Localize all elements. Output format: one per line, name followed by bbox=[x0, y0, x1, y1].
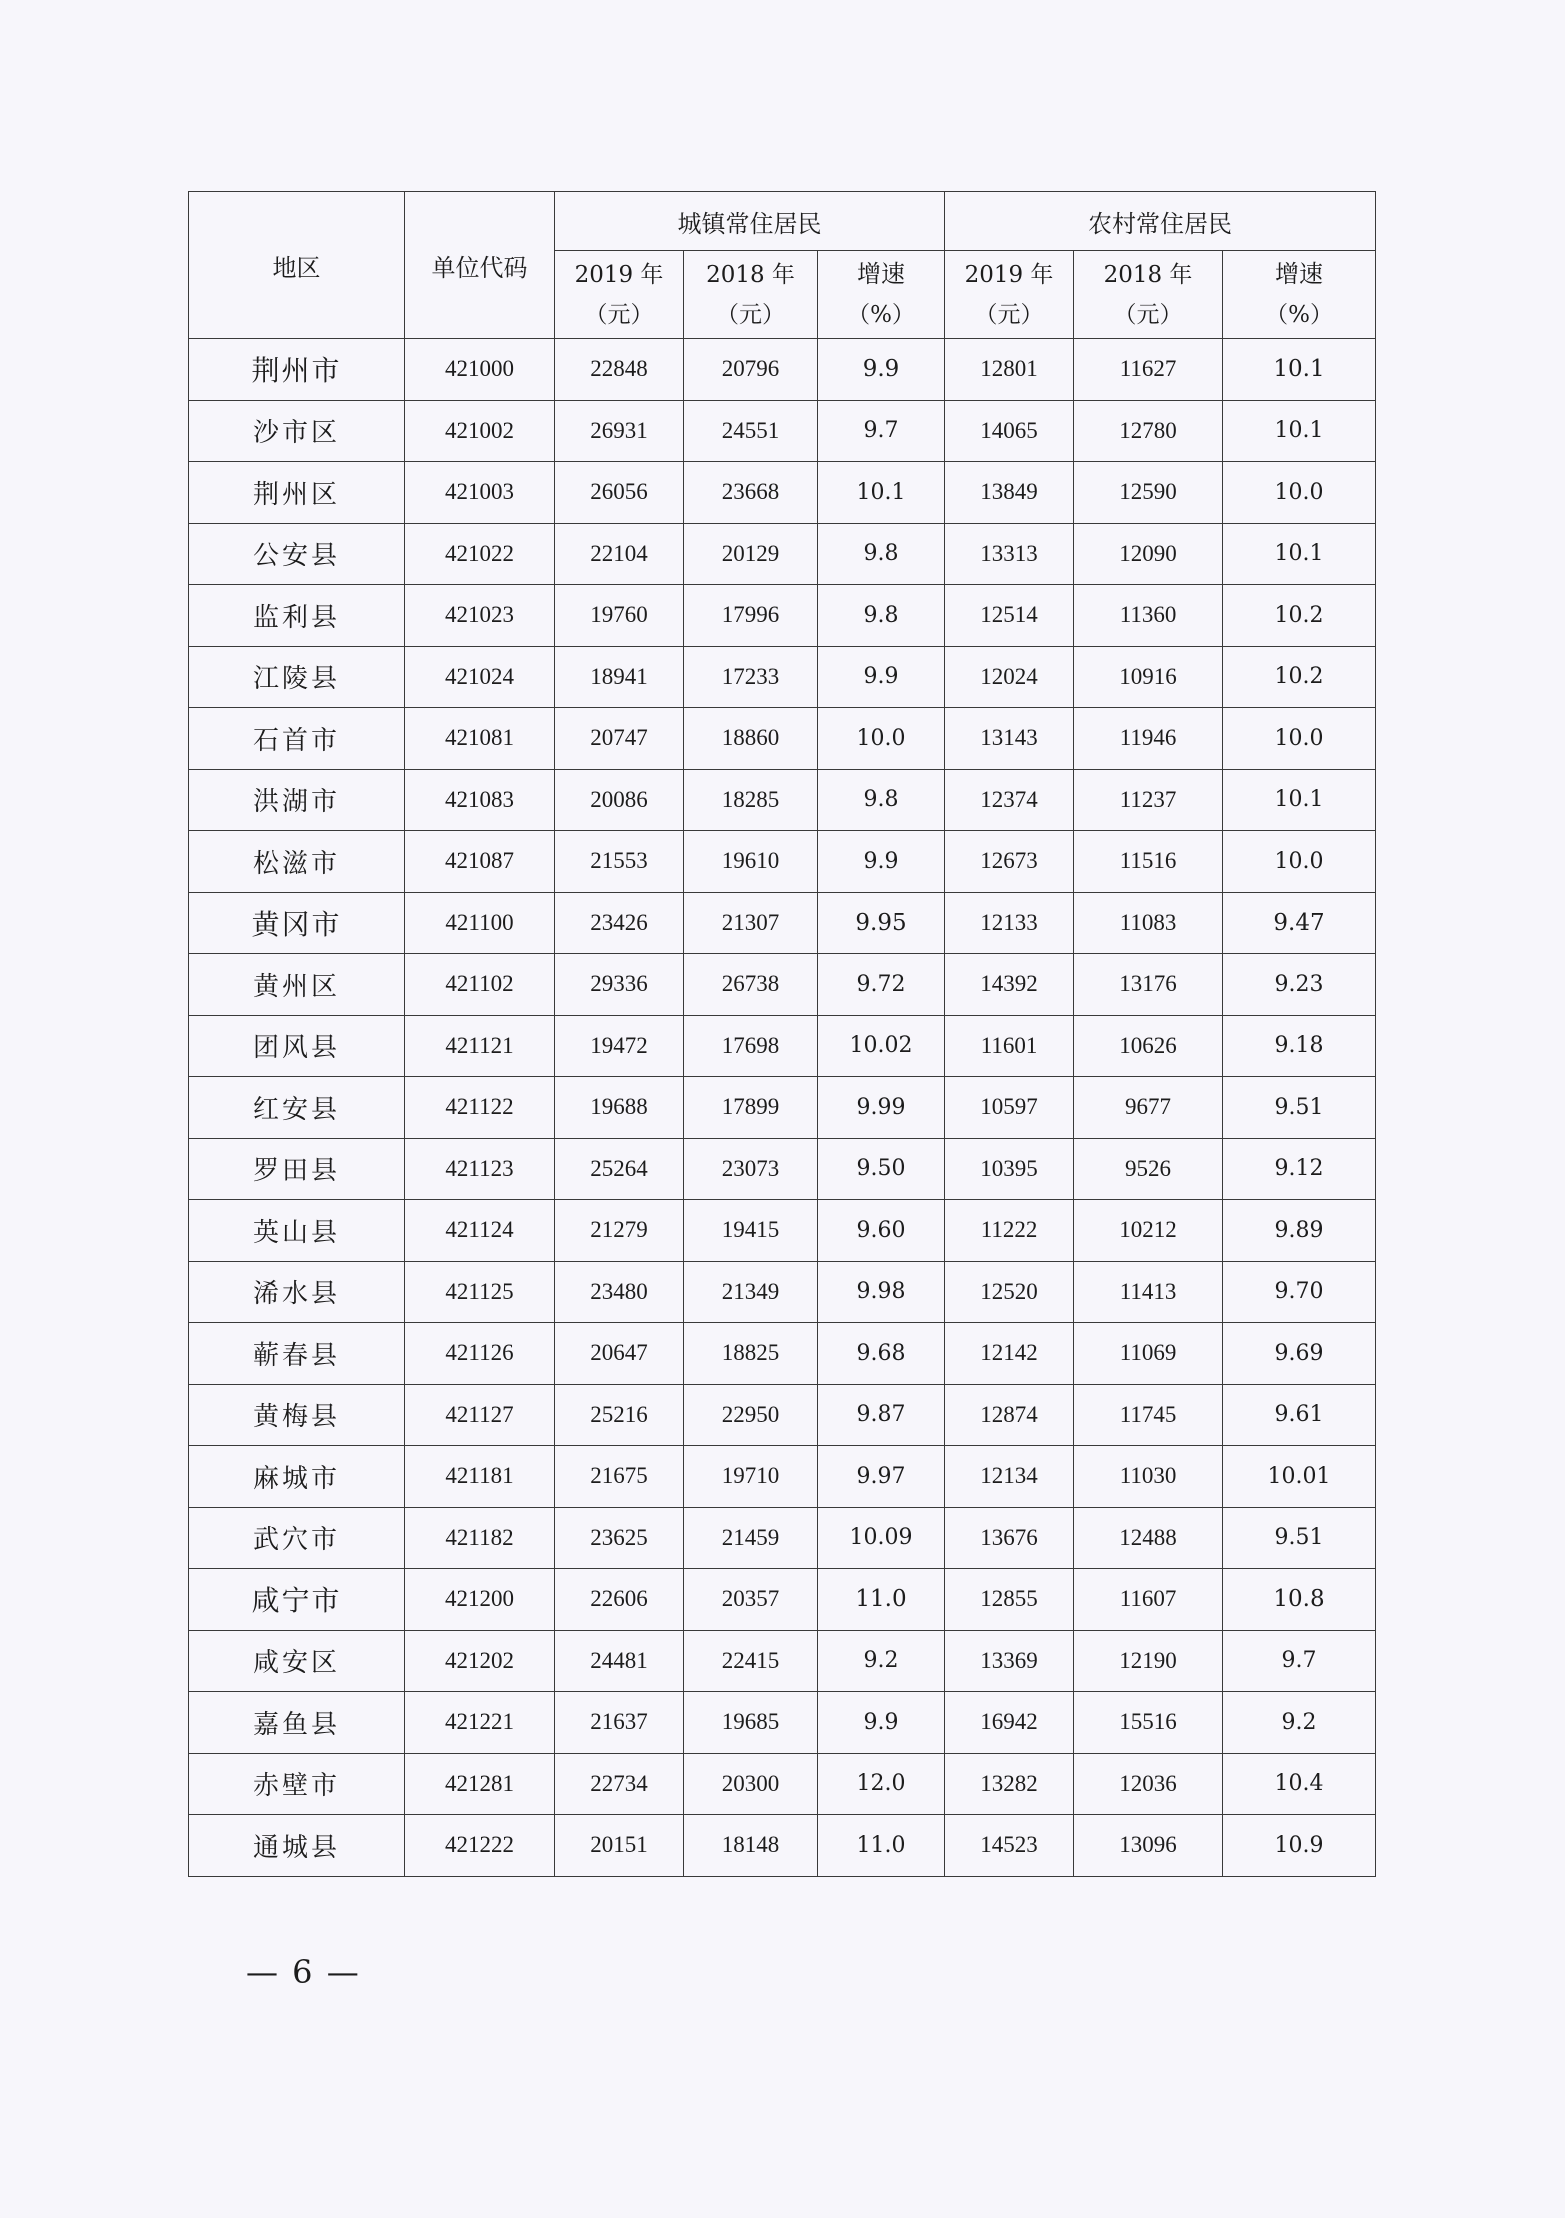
code-cell: 421003 bbox=[405, 462, 555, 524]
rural-growth-cell: 10.8 bbox=[1223, 1569, 1376, 1631]
rural-growth-cell: 9.89 bbox=[1223, 1200, 1376, 1262]
rural-growth-cell: 10.1 bbox=[1223, 523, 1376, 585]
region-cell: 荆州市 bbox=[189, 339, 405, 401]
region-cell: 嘉鱼县 bbox=[189, 1692, 405, 1754]
urban-2018-cell: 18825 bbox=[684, 1323, 818, 1385]
region-cell: 公安县 bbox=[189, 523, 405, 585]
urban-2019-cell: 21637 bbox=[555, 1692, 684, 1754]
urban-2019-cell: 20086 bbox=[555, 769, 684, 831]
urban-2018-cell: 19610 bbox=[684, 831, 818, 893]
county-row bbox=[189, 1138, 1376, 1200]
rural-2019-cell: 12520 bbox=[945, 1261, 1074, 1323]
rural-2019-cell: 12024 bbox=[945, 646, 1074, 708]
rural-2019-cell: 12874 bbox=[945, 1384, 1074, 1446]
rural-2018-cell: 13176 bbox=[1074, 954, 1223, 1016]
rural-2018-cell: 12190 bbox=[1074, 1630, 1223, 1692]
urban-2018-cell: 20129 bbox=[684, 523, 818, 585]
rural-growth-cell: 9.7 bbox=[1223, 1630, 1376, 1692]
region-cell: 蕲春县 bbox=[189, 1323, 405, 1385]
urban-2018-cell: 21349 bbox=[684, 1261, 818, 1323]
rural-growth-cell: 9.18 bbox=[1223, 1015, 1376, 1077]
urban-2018-cell: 21459 bbox=[684, 1507, 818, 1569]
urban-2018-cell: 22950 bbox=[684, 1384, 818, 1446]
urban-growth-cell: 11.0 bbox=[818, 1569, 945, 1631]
code-cell: 421124 bbox=[405, 1200, 555, 1262]
urban-2019-cell: 22104 bbox=[555, 523, 684, 585]
header-rural-growth bbox=[1223, 251, 1376, 339]
code-cell: 421022 bbox=[405, 523, 555, 585]
urban-growth-cell: 9.9 bbox=[818, 339, 945, 401]
urban-2019-cell: 22606 bbox=[555, 1569, 684, 1631]
rural-2019-cell: 12134 bbox=[945, 1446, 1074, 1508]
rural-growth-cell: 10.0 bbox=[1223, 462, 1376, 524]
region-cell: 通城县 bbox=[189, 1815, 405, 1877]
county-row bbox=[189, 1261, 1376, 1323]
rural-growth-cell: 10.9 bbox=[1223, 1815, 1376, 1877]
region-cell: 沙市区 bbox=[189, 400, 405, 462]
urban-growth-cell: 9.72 bbox=[818, 954, 945, 1016]
region-cell: 武穴市 bbox=[189, 1507, 405, 1569]
rural-2019-cell: 11601 bbox=[945, 1015, 1074, 1077]
urban-2019-cell: 24481 bbox=[555, 1630, 684, 1692]
rural-growth-cell: 9.2 bbox=[1223, 1692, 1376, 1754]
urban-growth-cell: 9.99 bbox=[818, 1077, 945, 1139]
urban-growth-cell: 9.87 bbox=[818, 1384, 945, 1446]
region-cell: 麻城市 bbox=[189, 1446, 405, 1508]
urban-2018-cell: 19415 bbox=[684, 1200, 818, 1262]
urban-2018-cell: 18148 bbox=[684, 1815, 818, 1877]
rural-2018-cell: 11627 bbox=[1074, 339, 1223, 401]
rural-growth-cell: 9.47 bbox=[1223, 892, 1376, 954]
region-cell: 罗田县 bbox=[189, 1138, 405, 1200]
code-cell: 421087 bbox=[405, 831, 555, 893]
urban-2019-cell: 26931 bbox=[555, 400, 684, 462]
county-row bbox=[189, 400, 1376, 462]
urban-2019-cell: 26056 bbox=[555, 462, 684, 524]
county-row bbox=[189, 1015, 1376, 1077]
urban-growth-cell: 11.0 bbox=[818, 1815, 945, 1877]
header-year: 2018 年 bbox=[1103, 261, 1193, 288]
urban-2018-cell: 24551 bbox=[684, 400, 818, 462]
header-unit: （元） bbox=[974, 301, 1044, 328]
urban-growth-cell: 9.9 bbox=[818, 1692, 945, 1754]
region-cell: 荆州区 bbox=[189, 462, 405, 524]
urban-2019-cell: 20747 bbox=[555, 708, 684, 770]
rural-growth-cell: 9.70 bbox=[1223, 1261, 1376, 1323]
header-unit: （元） bbox=[584, 301, 654, 328]
urban-2018-cell: 23073 bbox=[684, 1138, 818, 1200]
urban-2018-cell: 20357 bbox=[684, 1569, 818, 1631]
region-cell: 红安县 bbox=[189, 1077, 405, 1139]
urban-2019-cell: 21675 bbox=[555, 1446, 684, 1508]
urban-2019-cell: 22734 bbox=[555, 1753, 684, 1815]
code-cell: 421121 bbox=[405, 1015, 555, 1077]
code-cell: 421127 bbox=[405, 1384, 555, 1446]
region-cell: 英山县 bbox=[189, 1200, 405, 1262]
city-row bbox=[189, 1569, 1376, 1631]
urban-2018-cell: 26738 bbox=[684, 954, 818, 1016]
rural-growth-cell: 10.0 bbox=[1223, 708, 1376, 770]
rural-growth-cell: 10.01 bbox=[1223, 1446, 1376, 1508]
urban-growth-cell: 10.09 bbox=[818, 1507, 945, 1569]
rural-growth-cell: 10.1 bbox=[1223, 339, 1376, 401]
code-cell: 421181 bbox=[405, 1446, 555, 1508]
rural-growth-cell: 10.0 bbox=[1223, 831, 1376, 893]
county-row bbox=[189, 1815, 1376, 1877]
urban-2019-cell: 21553 bbox=[555, 831, 684, 893]
region-cell: 监利县 bbox=[189, 585, 405, 647]
urban-growth-cell: 12.0 bbox=[818, 1753, 945, 1815]
header-year: 2018 年 bbox=[706, 261, 795, 288]
rural-2018-cell: 13096 bbox=[1074, 1815, 1223, 1877]
county-row bbox=[189, 523, 1376, 585]
urban-2018-cell: 20796 bbox=[684, 339, 818, 401]
urban-2019-cell: 19688 bbox=[555, 1077, 684, 1139]
rural-growth-cell: 9.69 bbox=[1223, 1323, 1376, 1385]
rural-growth-cell: 9.12 bbox=[1223, 1138, 1376, 1200]
urban-growth-cell: 9.9 bbox=[818, 646, 945, 708]
county-row bbox=[189, 462, 1376, 524]
code-cell: 421083 bbox=[405, 769, 555, 831]
code-cell: 421000 bbox=[405, 339, 555, 401]
county-row bbox=[189, 1507, 1376, 1569]
code-cell: 421200 bbox=[405, 1569, 555, 1631]
urban-2018-cell: 19685 bbox=[684, 1692, 818, 1754]
urban-growth-cell: 9.7 bbox=[818, 400, 945, 462]
rural-2019-cell: 10395 bbox=[945, 1138, 1074, 1200]
region-cell: 浠水县 bbox=[189, 1261, 405, 1323]
rural-2019-cell: 16942 bbox=[945, 1692, 1074, 1754]
rural-2018-cell: 12590 bbox=[1074, 462, 1223, 524]
rural-2018-cell: 10212 bbox=[1074, 1200, 1223, 1262]
header-rural-2019 bbox=[945, 251, 1074, 339]
city-row bbox=[189, 892, 1376, 954]
urban-growth-cell: 9.68 bbox=[818, 1323, 945, 1385]
code-cell: 421081 bbox=[405, 708, 555, 770]
code-cell: 421281 bbox=[405, 1753, 555, 1815]
county-row bbox=[189, 1323, 1376, 1385]
rural-2019-cell: 12855 bbox=[945, 1569, 1074, 1631]
income-table bbox=[188, 191, 1376, 1877]
header-code: 单位代码 bbox=[405, 192, 555, 339]
region-cell: 黄冈市 bbox=[189, 892, 405, 954]
rural-2018-cell: 11360 bbox=[1074, 585, 1223, 647]
rural-2019-cell: 14523 bbox=[945, 1815, 1074, 1877]
rural-2018-cell: 12488 bbox=[1074, 1507, 1223, 1569]
urban-growth-cell: 10.0 bbox=[818, 708, 945, 770]
county-row bbox=[189, 585, 1376, 647]
county-row bbox=[189, 1077, 1376, 1139]
rural-2018-cell: 9526 bbox=[1074, 1138, 1223, 1200]
rural-2019-cell: 13369 bbox=[945, 1630, 1074, 1692]
urban-growth-cell: 9.98 bbox=[818, 1261, 945, 1323]
rural-growth-cell: 9.51 bbox=[1223, 1507, 1376, 1569]
rural-2018-cell: 11069 bbox=[1074, 1323, 1223, 1385]
rural-2018-cell: 11516 bbox=[1074, 831, 1223, 893]
urban-2019-cell: 19472 bbox=[555, 1015, 684, 1077]
urban-2018-cell: 23668 bbox=[684, 462, 818, 524]
urban-2018-cell: 17996 bbox=[684, 585, 818, 647]
table-body bbox=[189, 339, 1376, 1877]
rural-2019-cell: 14065 bbox=[945, 400, 1074, 462]
county-row bbox=[189, 1630, 1376, 1692]
header-unit: （元） bbox=[716, 301, 785, 328]
rural-2019-cell: 12514 bbox=[945, 585, 1074, 647]
county-row bbox=[189, 954, 1376, 1016]
urban-growth-cell: 9.8 bbox=[818, 769, 945, 831]
rural-2019-cell: 12133 bbox=[945, 892, 1074, 954]
urban-2019-cell: 20151 bbox=[555, 1815, 684, 1877]
code-cell: 421221 bbox=[405, 1692, 555, 1754]
urban-growth-cell: 9.60 bbox=[818, 1200, 945, 1262]
county-row bbox=[189, 646, 1376, 708]
rural-2018-cell: 11030 bbox=[1074, 1446, 1223, 1508]
code-cell: 421100 bbox=[405, 892, 555, 954]
rural-2018-cell: 10626 bbox=[1074, 1015, 1223, 1077]
header-year: 2019 年 bbox=[574, 261, 664, 288]
urban-growth-cell: 10.1 bbox=[818, 462, 945, 524]
rural-2019-cell: 13282 bbox=[945, 1753, 1074, 1815]
rural-2018-cell: 9677 bbox=[1074, 1077, 1223, 1139]
urban-2019-cell: 20647 bbox=[555, 1323, 684, 1385]
urban-2018-cell: 17698 bbox=[684, 1015, 818, 1077]
code-cell: 421122 bbox=[405, 1077, 555, 1139]
rural-growth-cell: 9.61 bbox=[1223, 1384, 1376, 1446]
urban-growth-cell: 9.2 bbox=[818, 1630, 945, 1692]
region-cell: 团风县 bbox=[189, 1015, 405, 1077]
code-cell: 421125 bbox=[405, 1261, 555, 1323]
urban-growth-cell: 9.8 bbox=[818, 585, 945, 647]
rural-2019-cell: 13849 bbox=[945, 462, 1074, 524]
city-row bbox=[189, 339, 1376, 401]
county-row bbox=[189, 1446, 1376, 1508]
rural-2018-cell: 15516 bbox=[1074, 1692, 1223, 1754]
rural-2018-cell: 11745 bbox=[1074, 1384, 1223, 1446]
header-urban: 城镇常住居民 bbox=[555, 192, 945, 251]
urban-2018-cell: 22415 bbox=[684, 1630, 818, 1692]
urban-2018-cell: 18860 bbox=[684, 708, 818, 770]
rural-2019-cell: 14392 bbox=[945, 954, 1074, 1016]
urban-2019-cell: 25216 bbox=[555, 1384, 684, 1446]
region-cell: 咸安区 bbox=[189, 1630, 405, 1692]
header-year: 2019 年 bbox=[964, 261, 1054, 288]
rural-2018-cell: 11413 bbox=[1074, 1261, 1223, 1323]
rural-growth-cell: 10.2 bbox=[1223, 646, 1376, 708]
rural-2019-cell: 13143 bbox=[945, 708, 1074, 770]
rural-growth-cell: 10.1 bbox=[1223, 769, 1376, 831]
rural-2019-cell: 13676 bbox=[945, 1507, 1074, 1569]
rural-growth-cell: 10.1 bbox=[1223, 400, 1376, 462]
county-row bbox=[189, 769, 1376, 831]
urban-2018-cell: 17233 bbox=[684, 646, 818, 708]
urban-2019-cell: 29336 bbox=[555, 954, 684, 1016]
rural-growth-cell: 9.51 bbox=[1223, 1077, 1376, 1139]
header-unit: （%） bbox=[847, 302, 915, 328]
urban-2018-cell: 20300 bbox=[684, 1753, 818, 1815]
rural-2018-cell: 10916 bbox=[1074, 646, 1223, 708]
urban-growth-cell: 9.8 bbox=[818, 523, 945, 585]
region-cell: 咸宁市 bbox=[189, 1569, 405, 1631]
region-cell: 洪湖市 bbox=[189, 769, 405, 831]
urban-growth-cell: 9.97 bbox=[818, 1446, 945, 1508]
urban-2019-cell: 18941 bbox=[555, 646, 684, 708]
urban-2019-cell: 19760 bbox=[555, 585, 684, 647]
header-urban-growth bbox=[818, 251, 945, 339]
urban-2019-cell: 25264 bbox=[555, 1138, 684, 1200]
county-row bbox=[189, 831, 1376, 893]
header-unit: （%） bbox=[1265, 302, 1333, 328]
rural-2018-cell: 12036 bbox=[1074, 1753, 1223, 1815]
county-row bbox=[189, 1200, 1376, 1262]
code-cell: 421182 bbox=[405, 1507, 555, 1569]
code-cell: 421123 bbox=[405, 1138, 555, 1200]
urban-2018-cell: 21307 bbox=[684, 892, 818, 954]
urban-2019-cell: 23625 bbox=[555, 1507, 684, 1569]
code-cell: 421222 bbox=[405, 1815, 555, 1877]
rural-2019-cell: 13313 bbox=[945, 523, 1074, 585]
header-rural: 农村常住居民 bbox=[945, 192, 1376, 251]
header-growth: 增速 bbox=[857, 260, 905, 288]
code-cell: 421002 bbox=[405, 400, 555, 462]
urban-2019-cell: 23480 bbox=[555, 1261, 684, 1323]
county-row bbox=[189, 708, 1376, 770]
code-cell: 421102 bbox=[405, 954, 555, 1016]
rural-growth-cell: 10.4 bbox=[1223, 1753, 1376, 1815]
header-growth: 增速 bbox=[1275, 260, 1324, 288]
region-cell: 黄梅县 bbox=[189, 1384, 405, 1446]
rural-2019-cell: 12801 bbox=[945, 339, 1074, 401]
region-cell: 松滋市 bbox=[189, 831, 405, 893]
region-cell: 赤壁市 bbox=[189, 1753, 405, 1815]
county-row bbox=[189, 1384, 1376, 1446]
rural-2018-cell: 11607 bbox=[1074, 1569, 1223, 1631]
urban-growth-cell: 10.02 bbox=[818, 1015, 945, 1077]
rural-2019-cell: 12142 bbox=[945, 1323, 1074, 1385]
code-cell: 421126 bbox=[405, 1323, 555, 1385]
rural-growth-cell: 10.2 bbox=[1223, 585, 1376, 647]
urban-growth-cell: 9.95 bbox=[818, 892, 945, 954]
urban-2018-cell: 17899 bbox=[684, 1077, 818, 1139]
urban-2019-cell: 22848 bbox=[555, 339, 684, 401]
code-cell: 421024 bbox=[405, 646, 555, 708]
header-urban-2019 bbox=[555, 251, 684, 339]
urban-2019-cell: 23426 bbox=[555, 892, 684, 954]
region-cell: 黄州区 bbox=[189, 954, 405, 1016]
code-cell: 421023 bbox=[405, 585, 555, 647]
header-rural-2018 bbox=[1074, 251, 1223, 339]
rural-2018-cell: 12090 bbox=[1074, 523, 1223, 585]
rural-2019-cell: 12673 bbox=[945, 831, 1074, 893]
rural-2019-cell: 12374 bbox=[945, 769, 1074, 831]
urban-2018-cell: 19710 bbox=[684, 1446, 818, 1508]
rural-2019-cell: 10597 bbox=[945, 1077, 1074, 1139]
code-cell: 421202 bbox=[405, 1630, 555, 1692]
header-unit: （元） bbox=[1113, 301, 1183, 328]
rural-2019-cell: 11222 bbox=[945, 1200, 1074, 1262]
rural-2018-cell: 12780 bbox=[1074, 400, 1223, 462]
region-cell: 石首市 bbox=[189, 708, 405, 770]
header-region: 地区 bbox=[189, 192, 405, 339]
rural-2018-cell: 11237 bbox=[1074, 769, 1223, 831]
urban-growth-cell: 9.9 bbox=[818, 831, 945, 893]
urban-growth-cell: 9.50 bbox=[818, 1138, 945, 1200]
header-urban-2018 bbox=[684, 251, 818, 339]
urban-2019-cell: 21279 bbox=[555, 1200, 684, 1262]
rural-2018-cell: 11083 bbox=[1074, 892, 1223, 954]
region-cell: 江陵县 bbox=[189, 646, 405, 708]
urban-2018-cell: 18285 bbox=[684, 769, 818, 831]
county-row bbox=[189, 1692, 1376, 1754]
rural-growth-cell: 9.23 bbox=[1223, 954, 1376, 1016]
page-number: — 6 — bbox=[246, 1953, 361, 1991]
rural-2018-cell: 11946 bbox=[1074, 708, 1223, 770]
county-row bbox=[189, 1753, 1376, 1815]
